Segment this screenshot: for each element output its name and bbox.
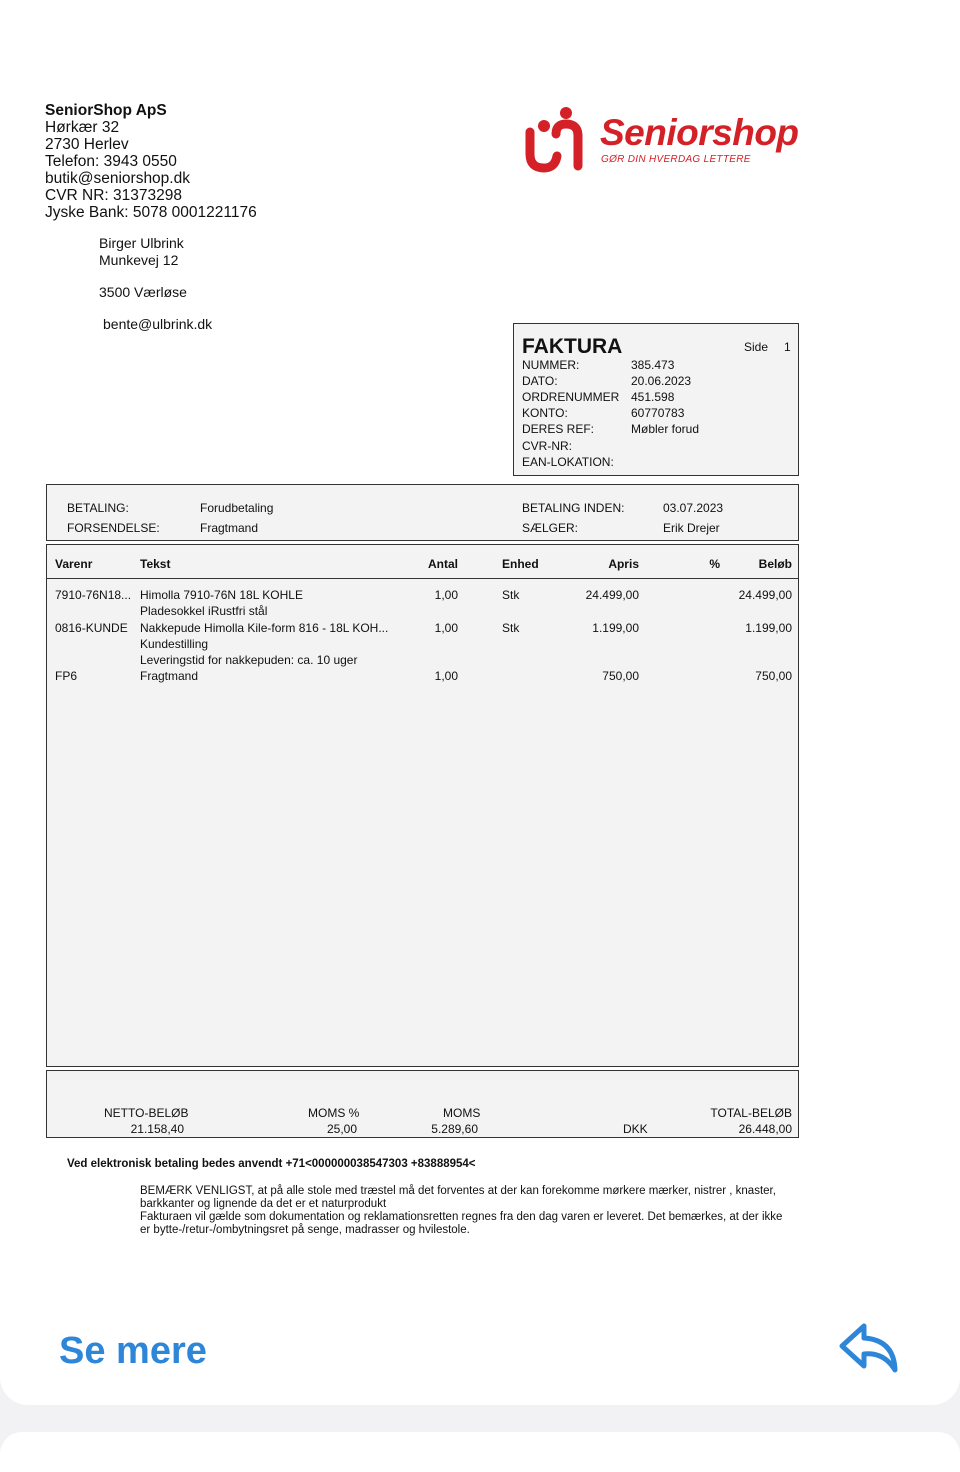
sender-bank: Jyske Bank: 5078 0001221176: [45, 204, 257, 221]
see-more-link[interactable]: Se mere: [59, 1330, 207, 1372]
betaling-value: Forudbetaling: [200, 501, 274, 515]
betaling-inden-value: 03.07.2023: [663, 501, 724, 515]
row-varenr: FP6: [55, 669, 78, 683]
row-varenr: 7910-76N18...: [55, 588, 132, 602]
invoice-title: FAKTURA: [522, 335, 623, 358]
reply-button[interactable]: [838, 1320, 900, 1374]
header-enhed: Enhed: [502, 557, 539, 571]
recipient-street: Munkevej 12: [99, 252, 179, 268]
field-value: 60770783: [631, 406, 685, 420]
moms-label: MOMS: [443, 1106, 481, 1120]
payment-reference-note: Ved elektronisk betaling bedes anvendt +71<000000038547303 +83888954<: [67, 1158, 476, 1170]
betaling-label: BETALING:: [67, 501, 129, 515]
field-value: 20.06.2023: [631, 374, 692, 388]
field-value: 451.598: [631, 390, 675, 404]
recipient-block: [99, 235, 187, 301]
field-value: Møbler forud: [631, 422, 700, 436]
notice-line: barkkanter og lignende da det er et naturprodukt: [140, 1198, 387, 1210]
row-varenr: 0816-KUNDE: [55, 621, 128, 635]
field-label: NUMMER:: [522, 358, 580, 372]
moms-pct-value: 25,00: [326, 1122, 357, 1136]
row-apris: 750,00: [602, 669, 639, 683]
total-value: 26.448,00: [738, 1122, 792, 1136]
notice-line: Fakturaen vil gælde som dokumentation og reklamationsretten regnes fra den dag varen er leveret. Det bemærkes, at der ikke: [140, 1211, 783, 1223]
sender-name: SeniorShop ApS: [45, 102, 167, 119]
header-varenr: Varenr: [55, 557, 93, 571]
sender-address: Hørkær 32: [45, 119, 120, 136]
field-label: DERES REF:: [522, 422, 595, 436]
notice-line: er bytte-/retur-/ombytningsret på senge, madrasser og hvilestole.: [140, 1224, 470, 1236]
totals-box: [46, 1070, 799, 1138]
header-pct: %: [709, 557, 720, 571]
row-enhed: Stk: [502, 621, 520, 635]
saelger-value: Erik Drejer: [663, 521, 720, 535]
row-belob: 24.499,00: [738, 588, 792, 602]
field-label: KONTO:: [522, 406, 568, 420]
header-belob: Beløb: [758, 557, 792, 571]
netto-label: NETTO-BELØB: [104, 1106, 189, 1120]
page-number: 1: [784, 340, 791, 354]
row-tekst: Himolla 7910-76N 18L KOHLE: [140, 588, 303, 602]
field-label: CVR-NR:: [522, 439, 572, 453]
moms-value: 5.289,60: [431, 1122, 478, 1136]
row-tekst: Nakkepude Himolla Kile-form 816 - 18L KOH...: [140, 621, 389, 635]
row-tekst: Pladesokkel iRustfri stål: [140, 604, 268, 618]
recipient-email: bente@ulbrink.dk: [103, 316, 213, 332]
recipient-city: 3500 Værløse: [99, 284, 187, 300]
forsendelse-label: FORSENDELSE:: [67, 521, 160, 535]
row-tekst: Kundestilling: [140, 637, 209, 651]
header-apris: Apris: [608, 557, 639, 571]
row-belob: 1.199,00: [745, 621, 792, 635]
field-value: 385.473: [631, 358, 675, 372]
invoice-info-box: [513, 323, 799, 476]
saelger-label: SÆLGER:: [522, 521, 579, 535]
row-tekst: Leveringstid for nakkepuden: ca. 10 uger: [140, 653, 358, 667]
reply-arrow-icon: [838, 1320, 900, 1374]
total-label: TOTAL-BELØB: [710, 1106, 792, 1120]
row-enhed: Stk: [502, 588, 520, 602]
row-antal: 1,00: [434, 669, 458, 683]
logo-tagline: GØR DIN HVERDAG LETTERE: [601, 154, 751, 165]
row-belob: 750,00: [755, 669, 792, 683]
sender-city: 2730 Herlev: [45, 136, 129, 153]
header-tekst: Tekst: [140, 557, 171, 571]
row-apris: 24.499,00: [585, 588, 639, 602]
field-label: ORDRENUMMER: [522, 390, 620, 404]
page-label: Side: [744, 340, 769, 354]
seniorshop-logo: [522, 104, 822, 176]
sender-phone: Telefon: 3943 0550: [45, 153, 177, 170]
betaling-inden-label: BETALING INDEN:: [522, 501, 625, 515]
row-apris: 1.199,00: [592, 621, 639, 635]
notice-line: BEMÆRK VENLIGST, at på alle stole med træstel må det forventes at der kan forekomme mørkere mærker, nistrer , knaster,: [140, 1185, 776, 1197]
header-divider: [47, 578, 798, 579]
row-antal: 1,00: [434, 621, 458, 635]
logo-mark-icon: [522, 104, 588, 174]
header-antal: Antal: [428, 557, 458, 571]
sender-block: [45, 102, 257, 221]
payment-box: [46, 484, 799, 541]
next-message-card: [0, 1432, 960, 1472]
netto-value: 21.158,40: [130, 1122, 184, 1136]
currency: DKK: [623, 1122, 648, 1136]
field-label: EAN-LOKATION:: [522, 455, 614, 469]
row-tekst: Fragtmand: [140, 669, 199, 683]
sender-cvr: CVR NR: 31373298: [45, 187, 182, 204]
notice-text: [140, 1185, 790, 1237]
recipient-name: Birger Ulbrink: [99, 235, 184, 251]
line-items-table: [46, 544, 799, 1067]
logo-title: Seniorshop: [600, 112, 799, 153]
forsendelse-value: Fragtmand: [200, 521, 259, 535]
moms-pct-label: MOMS %: [308, 1106, 360, 1120]
row-antal: 1,00: [434, 588, 458, 602]
sender-email: butik@seniorshop.dk: [45, 170, 190, 187]
field-label: DATO:: [522, 374, 558, 388]
